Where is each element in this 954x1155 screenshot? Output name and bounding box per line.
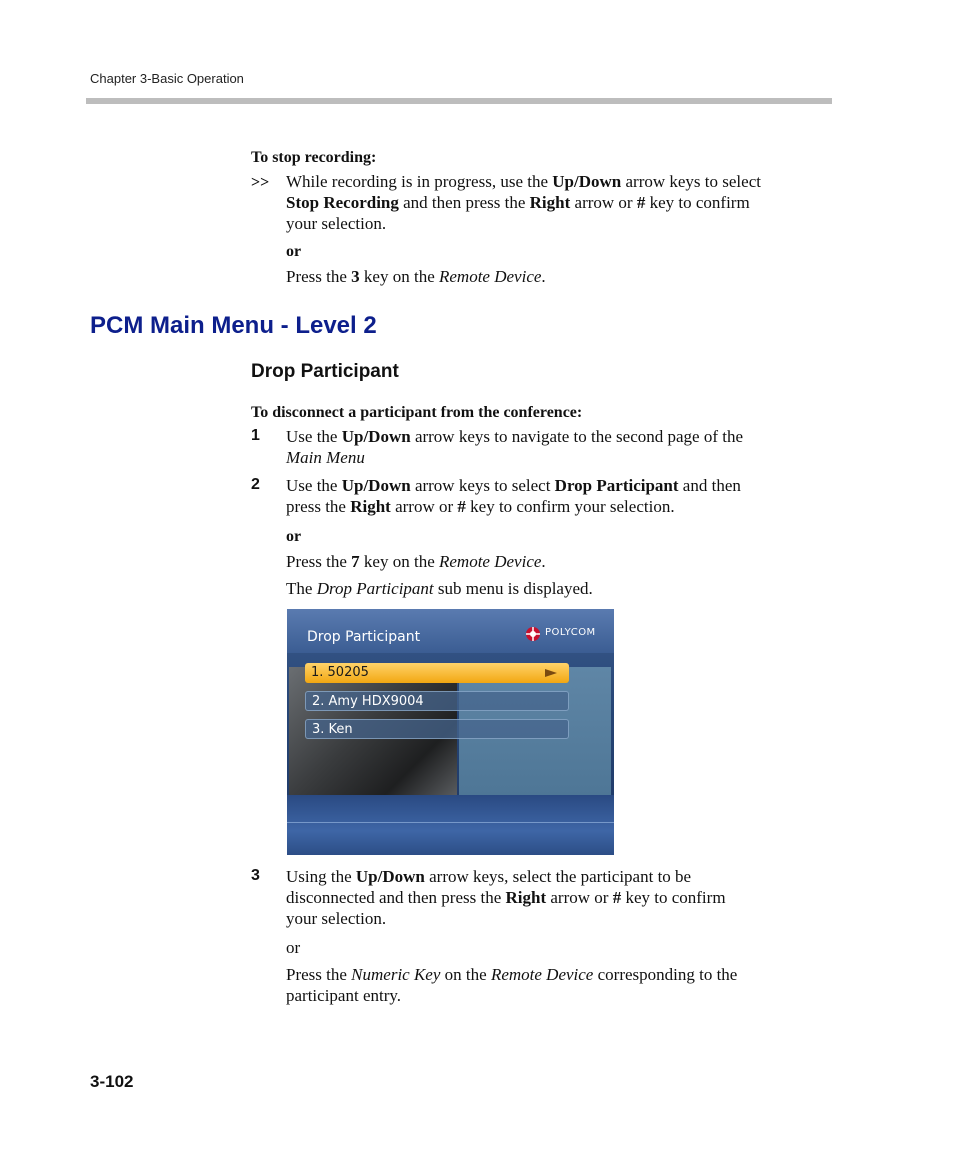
section-title: PCM Main Menu - Level 2: [90, 312, 377, 339]
participant-item-1[interactable]: 1. 50205: [305, 663, 569, 683]
participant-item-2[interactable]: 2. Amy HDX9004: [305, 691, 569, 711]
step-2-number: 2: [251, 476, 260, 493]
numeric-key-instruction: Press the Numeric Key on the Remote Device corresponding to the participant entry.: [286, 965, 738, 1005]
screen-title: Drop Participant: [307, 629, 421, 645]
logo-text: POLYCOM: [545, 627, 596, 638]
polycom-logo: [525, 626, 605, 644]
step-1-number: 1: [251, 427, 260, 444]
stop-recording-heading: To stop recording:: [251, 149, 377, 166]
screen-bottom-band: [287, 795, 614, 855]
polycom-logo-icon: [525, 626, 541, 642]
stop-recording-instruction: While recording is in progress, use the Up/Down arrow keys to select Stop Recording and then press the Right arrow or # key to confirm your selection.: [286, 172, 761, 233]
participant-item-3[interactable]: 3. Ken: [305, 719, 569, 739]
step-marker: >>: [251, 174, 270, 191]
step-3-text: Using the Up/Down arrow keys, select the participant to be disconnected and then press the Right arrow or # key to confirm your selection.: [286, 867, 726, 928]
step-1-text: Use the Up/Down arrow keys to navigate to the second page of the Main Menu: [286, 427, 744, 467]
page-number: 3-102: [90, 1072, 134, 1091]
or-label: or: [286, 528, 302, 545]
or-label: or: [286, 938, 301, 957]
drop-participant-screenshot: [287, 609, 614, 855]
chevron-right-icon: [545, 669, 557, 677]
screen-divider: [287, 822, 614, 823]
press-7-instruction: Press the 7 key on the Remote Device.: [286, 552, 546, 571]
or-label: or: [286, 243, 302, 260]
step-3-number: 3: [251, 867, 260, 884]
section-subtitle: Drop Participant: [251, 361, 399, 382]
submenu-displayed-text: The Drop Participant sub menu is displayed.: [286, 579, 593, 598]
step-2-text: Use the Up/Down arrow keys to select Drop Participant and then press the Right arrow or # key to confirm your selection.: [286, 476, 741, 516]
press-3-instruction: Press the 3 key on the Remote Device.: [286, 267, 546, 286]
chapter-header: Chapter 3-Basic Operation: [90, 71, 244, 86]
procedure-heading: To disconnect a participant from the conference:: [251, 404, 583, 421]
header-rule: [86, 98, 832, 104]
